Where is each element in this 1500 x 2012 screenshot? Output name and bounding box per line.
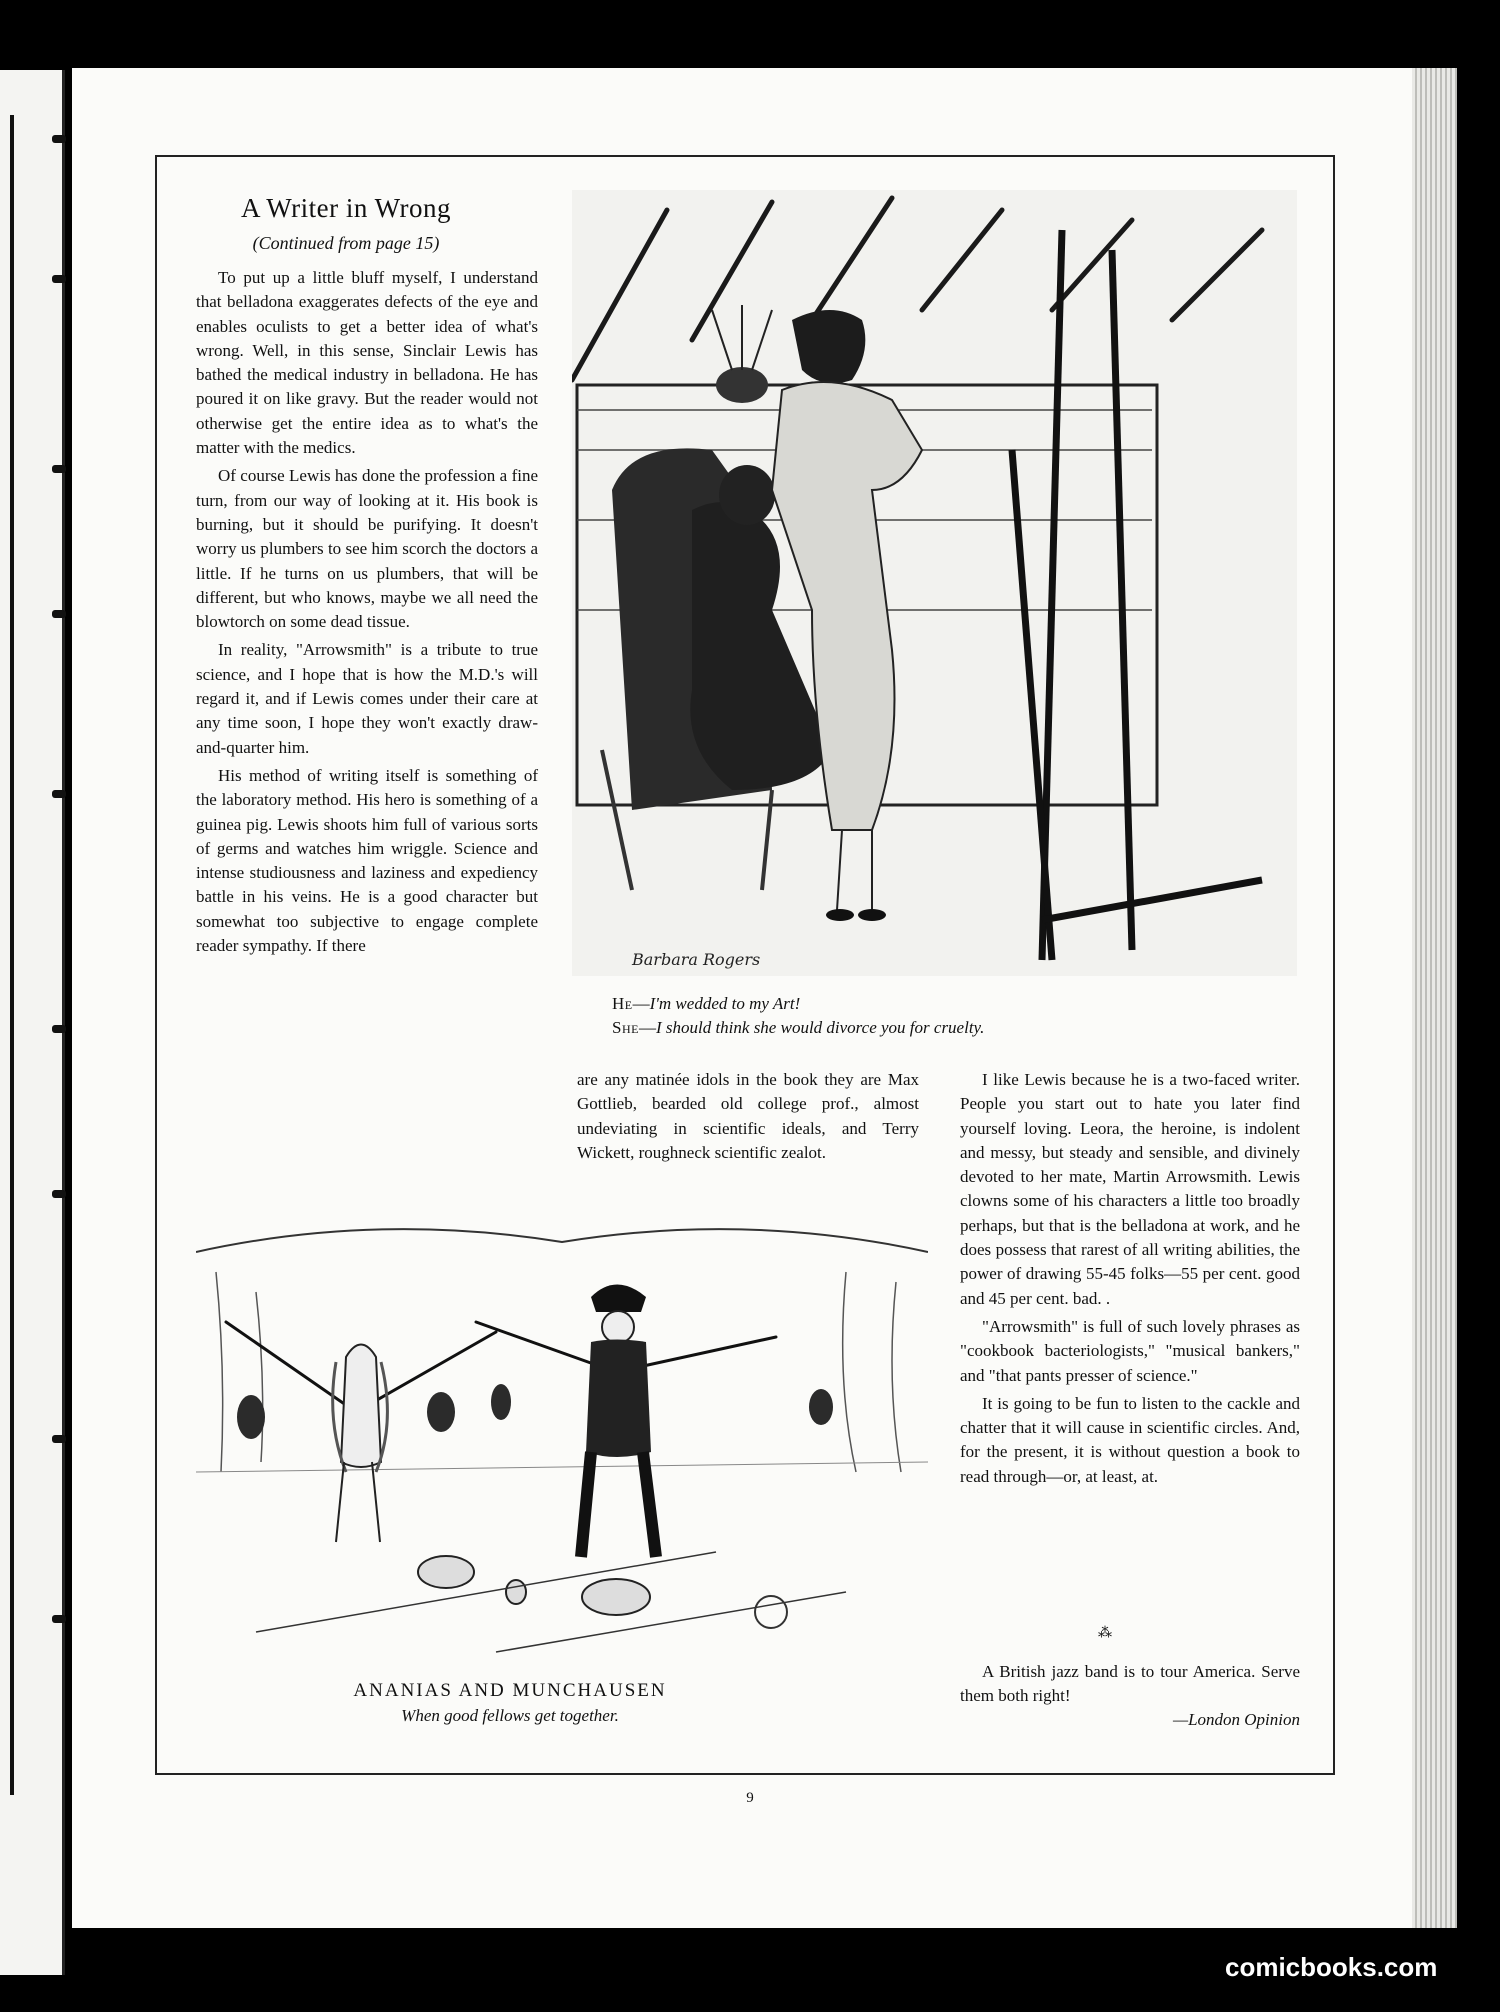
- article-column-3: [960, 1068, 1300, 1489]
- studio-illustration: [572, 190, 1297, 976]
- section-separator: ⁂: [1098, 1626, 1113, 1641]
- page-stack-edge: [1412, 68, 1457, 1928]
- article-column-1: [196, 266, 538, 958]
- artist-signature: Barbara Rogers: [632, 950, 761, 969]
- paragraph: It is going to be fun to listen to the cackle and chatter that it will cause in scientific circles. And, for the present, it is without question a book to read through—or, at least, at.: [960, 1393, 1300, 1486]
- filler-text: A British jazz band is to tour America. Serve them both right!: [960, 1662, 1300, 1705]
- filler-quote: [960, 1660, 1300, 1732]
- cartoon-title: ANANIAS AND MUNCHAUSEN: [353, 1680, 667, 1701]
- cartoon-subtitle: When good fellows get together.: [401, 1706, 619, 1725]
- caption-quote: I should think she would divorce you for cruelty.: [655, 1018, 985, 1037]
- paragraph: "Arrowsmith" is full of such lovely phrases as "cookbook bacteriologists," "musical bankers," and "that pants presser of science.": [960, 1316, 1300, 1385]
- page-number: 9: [746, 1790, 754, 1806]
- caption-quote: I'm wedded to my Art!: [649, 994, 801, 1013]
- caption-she: She—I should think she would divorce you for cruelty.: [612, 1018, 985, 1037]
- paragraph: His method of writing itself is something of the laboratory method. His hero is something of a guinea pig. Lewis shoots him full of various sorts of germs and watches him wriggle. Science and intense studiousness and laziness and expediency battle in his veins. He is a good character but somewhat too subjective to engage complete reader sympathy. If there: [196, 765, 538, 956]
- site-watermark: comicbooks.com: [1225, 1952, 1438, 1982]
- continued-note: (Continued from page 15): [252, 233, 440, 253]
- paragraph: Of course Lewis has done the profession a fine turn, from our way of looking at it. His book is burning, but it should be purifying. It doesn't worry us plumbers to see him scorch the doctors a little. If he turns on us plumbers, that will be different, but who knows, maybe we all need the blowtorch on some dead tissue.: [196, 466, 538, 632]
- speaker-label: He: [612, 994, 633, 1013]
- paragraph: are any matinée idols in the book they are Max Gottlieb, bearded old college prof., almost undeviating in scientific ideals, and Terry Wickett, roughneck scientific zealot.: [577, 1070, 919, 1162]
- paragraph: I like Lewis because he is a two-faced writer. People you start out to hate you later find yourself loving. Leora, the heroine, is indolent and messy, but steady and sensible, and divinely devoted to her mate, Martin Arrowsmith. Lewis clowns some of his characters a little too broadly perhaps, but that is the belladona at work, and he does possess that rarest of all writing abilities, the power of drawing 55-45 folks—55 per cent. good and 45 per cent. bad. .: [960, 1070, 1300, 1308]
- speaker-label: She: [612, 1018, 639, 1037]
- article-column-2: [577, 1068, 919, 1165]
- left-page-edge: [0, 70, 65, 1975]
- studio-sketch: [572, 190, 1297, 976]
- filler-source: —London Opinion: [1172, 1710, 1300, 1729]
- article-title: A Writer in Wrong: [240, 193, 452, 223]
- caption-he: He—I'm wedded to my Art!: [612, 994, 801, 1013]
- paragraph: To put up a little bluff myself, I understand that belladona exaggerates defects of the eye and enables oculists to get a better idea of what's wrong. Well, in this sense, Sinclair Lewis has bathed the medical industry in belladona. He has poured it on like gravy. But the reader would not otherwise get the entire idea as to what's the matter with the medics.: [196, 268, 538, 458]
- paragraph: In reality, "Arrowsmith" is a tribute to true science, and I hope that is how the M.D.'s will regard it, and if Lewis comes under their care at any time soon, I hope they won't exactly draw-and-quarter him.: [196, 640, 538, 757]
- fishing-cartoon: [196, 1212, 928, 1667]
- cartoon-illustration: [196, 1212, 928, 1667]
